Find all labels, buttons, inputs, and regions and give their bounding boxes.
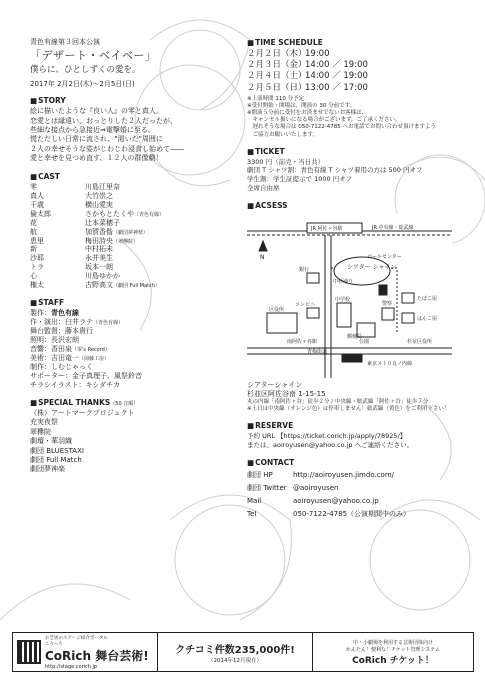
schedule-note: ※上演時間 110 分予定 [247,95,305,102]
cast-name: 川島江里奈 [85,182,120,191]
map-metro-station [342,354,362,362]
corich-brand: CoRich 舞台芸術! [45,648,149,663]
north-arrow-icon [259,241,267,251]
venue-info [247,381,462,413]
cast-row [30,254,230,263]
map-bank [307,273,319,283]
cast-role: 新 [30,245,37,254]
staff-row: 美術：吉田竜一（岡藤工房） [30,353,110,362]
thanks-item: 劇壇・華羽織 [30,437,72,446]
left-column [30,38,230,475]
staff-row: 制作：しむじゃっく [30,362,93,371]
map-label-post: 郵便局 [347,333,363,340]
play-subtitle: 僕らに、ひとしずくの愛を。 [30,64,141,75]
contact-label: 劇団 HP [247,470,273,479]
story-heading: ■ STORY [30,96,230,105]
schedule-heading: ■ TIME SCHEDULE [247,38,462,47]
ticket-discount: 学生割：学生証提示で 1000 円オフ [247,175,352,184]
cast-role: 沙耶 [30,254,44,263]
schedule-note: ※受付開始・開場は、開演の 30 分前です。 [247,103,356,110]
cast-role: 花 [30,218,37,227]
staff-heading: ■ STAFF [30,298,230,307]
staff-role: サポーター [30,371,65,380]
ticket-discount: 劇団 T シャツ割：青色有線 T シャツ着用の方は 500 円オフ [247,166,423,175]
schedule-note: ご協力お願いいたします。 [247,131,319,138]
cast-row [30,219,230,228]
staff-row: 照明：長沢宏朗 [30,336,79,345]
venue-directions: 丸の内線「南阿佐ヶ谷」徒歩２分 / 中央線・総武線「阿佐ヶ谷」徒歩７分 [247,398,429,405]
cast-affiliation: （劇団 Full Match） [113,283,160,290]
cast-heading: ■ CAST [30,172,230,181]
cast-affiliation: （翠欅院） [113,238,139,245]
staff-row: 舞台監督：藤本貴行 [30,327,93,336]
cast-role: トラ [30,263,44,272]
schedule-list [247,49,462,94]
cast-name-text: 加賀香偕 [85,227,113,236]
kuchikomi-count: クチコミ件数235,000件! [175,644,295,656]
map-label-north: N [260,253,265,261]
corich-ticket-brand: CoRich チケット！ [352,655,434,666]
corich-furigana: こりっち [45,641,63,647]
staff-role: 作・演出 [30,318,58,327]
cast-role: 零 [30,182,37,191]
map-label-chuo: 中杉通り [333,278,354,285]
qr-code-icon [17,640,41,664]
thanks-list [30,409,230,475]
corich-stage-text [45,635,149,670]
cast-row [30,263,230,272]
staff-name: しむじゃっく [51,362,93,371]
schedule-date: ２月５日（日） [247,82,307,93]
staff-name: 藤本貴行 [65,327,93,336]
map-label-honda: はんこ屋 [417,315,438,322]
map-label-station: JR 阿佐ヶ谷駅 [311,225,343,232]
story-line: ２人の幸せそうな姿がじわじわ浸食し始めて―― [30,144,184,153]
map-label-ward: 区役所 [269,306,285,313]
ticket-list [247,158,462,193]
schedule-date: ２月３日（金） [247,60,307,71]
map-tobacco [402,293,414,303]
story-line: 些細な接点から急接近⇒電撃婚に至る。 [30,126,155,135]
thanks-item: （株）アートマークプロジェクト [30,408,135,417]
staff-affiliation: （岡藤工房） [79,355,110,362]
corich-stage-block[interactable] [13,633,158,671]
cast-name: 大竹崇之 [85,191,113,200]
contact-tel: 050-7122-4785（公演期間中のみ） [293,509,411,518]
schedule-row [247,60,462,71]
cast-row [30,281,230,290]
schedule-times: 19:00 [305,49,330,59]
cast-role: 心 [30,272,37,281]
venue-name: シアターシャイン [247,380,303,389]
cast-row [30,245,230,254]
map-label-bank: 銀行 [299,266,310,273]
cast-row [30,201,230,210]
corich-ticket-block[interactable] [313,633,473,671]
org-name: 青色有線第３回本公演 [30,38,100,46]
schedule-row [247,71,462,82]
map-label-ome: 青梅街道 [307,348,328,355]
contact-twitter-link[interactable]: @aoiroyusen [293,483,339,492]
staff-role: チラシイラスト [30,380,79,389]
reserve-heading: ■ RESERVE [247,421,462,430]
ticket-seating: 全席自由席 [247,184,280,193]
cast-name [85,210,164,219]
map-drawing [247,213,452,378]
thanks-item: 劇団 Full Match [30,455,82,464]
map-label-police: 警察 [382,300,393,307]
staff-name: 香田泉 [51,345,72,354]
staff-role: 照明 [30,336,44,345]
contact-hp-link[interactable]: http://aoiroyusen.jimdo.com/ [293,470,395,479]
right-column [247,38,462,521]
staff-name: 臼井ラテ [65,318,93,327]
play-title: 「デザート・ベイベー」 [30,49,157,63]
contact-label: Tel [247,509,257,518]
cast-row [30,210,230,219]
staff-row: サポーター：金子真理子、風祭鈴音 [30,371,142,380]
map-police [382,308,394,320]
staff-role: 音響 [30,345,44,354]
reserve-url[interactable]: 予約 URL 【https://ticket.corich.jp/apply/78925/】 [247,432,407,441]
ticket-heading: ■ TICKET [247,147,462,156]
venue-address: 杉並区阿佐谷南 1-15-15 [247,389,326,398]
staff-list [30,309,230,390]
staff-name: 金子真理子、風祭鈴音 [72,371,142,380]
staff-role: 舞台監督 [30,327,58,336]
map-junior-high [337,303,351,327]
ticket-price: 3300 円（前売・当日共） [247,157,325,166]
cast-name-text: 梅田詩央 [85,236,113,245]
schedule-row [247,49,462,60]
cast-row [30,192,230,201]
map-ward-office [267,313,297,333]
cast-role: 航 [30,227,37,236]
cast-name: 辻本菜穂子 [85,218,120,227]
schedule-note: キャンセル扱いになる場合がございます。ご了承ください。 [247,117,401,124]
contact-list [247,469,462,521]
staff-role: 製作 [30,309,44,318]
cast-name: 坂本一朗 [85,263,113,272]
thanks-heading-text: SPECIAL THANKS [38,397,111,407]
ticket-system-line1: 中・小劇場を利用する芸術団体向け [352,639,433,646]
cast-list [30,183,230,290]
cast-role: 倫太郎 [30,209,51,218]
staff-name: 吉田竜一 [51,353,79,362]
contact-row [247,495,462,508]
map-label-junior: 中学校 [335,296,351,303]
cast-role: 千歳 [30,200,44,209]
cast-name-text: さかもとたくや [85,209,134,218]
staff-row: 製作：青色有線 [30,309,79,318]
staff-affiliation: （零's Record） [72,347,110,354]
schedule-date: ２月２日（木） [247,49,307,59]
map-hanko [402,313,414,323]
contact-row [247,508,462,521]
map-label-metro: 東京メトロ丸ノ内線 [367,360,413,367]
schedule-note: 遅れそうな場合は 050-7122-4785 へお電話でお問い合わせ頂けますよう [247,124,436,131]
staff-row: チラシイラスト：キシダチカ [30,380,120,389]
schedule-note: ※開演５分前に受付をお済ませでないお客様は、 [247,110,368,117]
map-label-park: 公園 [359,338,370,345]
cast-role: 真人 [30,191,44,200]
map-label-parl: パールセンター [367,253,402,260]
story-line: 恋愛とは縁遠い、おっとりした２人だったが、 [30,116,177,125]
map-label-tako: たばこ屋 [417,295,438,302]
cast-row [30,183,230,192]
cast-role: 権太 [30,281,44,290]
story-line: 慌ただしい日常に流され、"渇いた"周囲に [30,135,163,144]
staff-row: 音響：香田泉（零's Record） [30,345,110,354]
cast-name: 横山愛実 [85,200,113,209]
staff-affiliation: （青色有線） [93,320,124,327]
story-text [30,107,230,164]
staff-role: 制作 [30,362,44,371]
map-label-suginami: 杉並区役所 [407,338,433,345]
thanks-heading [30,398,230,407]
ticket-system-line2: かんたん！便利な！チケット管理システム [345,646,441,653]
cast-name: 中村拓未 [85,245,113,254]
map-convenience [307,308,319,318]
cast-row [30,228,230,237]
cast-name-text: 古野高文 [85,281,113,290]
thanks-item: 充実夜祭 [30,418,58,427]
staff-name: キシダチカ [85,380,120,389]
contact-mail-link[interactable]: aoiroyusen@yahoo.co.jp [293,496,379,505]
cast-name [85,281,160,290]
play-dates: 2017年 2月2日(木)〜2月5日(日) [30,79,135,88]
story-line: 愛と幸せを見つめ直す、１２人の群像劇！ [30,154,163,163]
cast-affiliation: （劇団夢神楽） [113,229,149,236]
thanks-item: 劇団夢神楽 [30,465,65,474]
cast-role: 恵里 [30,236,44,245]
story-line: 絵に描いたような『良い人』の零と真人。 [30,107,163,116]
map-label-minamiasagaya: 南阿佐ヶ谷駅 [287,338,318,345]
contact-label: 劇団 Twitter [247,483,287,492]
contact-row [247,482,462,495]
access-heading: ■ ACSESS [247,201,462,210]
cast-row [30,237,230,246]
map-label-line: JR 中央線・総武線 [372,224,414,231]
corich-url[interactable]: http://stage.corich.jp [45,663,98,670]
map-theater-marker [379,285,387,295]
reserve-email: または、aoiroyusen@yahoo.co.jp へご連絡ください。 [247,441,414,450]
kuchikomi-block [158,633,313,671]
staff-role: 美術 [30,353,44,362]
cast-name: 永井美生 [85,254,113,263]
map-label-theater: シアター シャイン [347,263,397,271]
contact-row [247,469,462,482]
corich-banner [12,632,474,672]
thanks-item: 劇団 BLUESTAXI [30,446,84,455]
staff-name: 青色有線 [51,309,79,318]
thanks-heading-note: （50 音順） [110,400,139,407]
cast-affiliation: （青色有線） [134,211,165,218]
cast-row [30,272,230,281]
schedule-times: 14:00 ／ 19:00 [305,60,368,71]
schedule-date: ２月４日（土） [247,71,307,82]
access-map [247,213,452,378]
schedule-times: 14:00 ／ 19:00 [305,71,368,82]
contact-heading: ■ CONTACT [247,458,462,467]
schedule-row [247,83,462,94]
staff-name: 長沢宏朗 [51,336,79,345]
schedule-times: 13:00 ／ 17:00 [305,82,368,93]
schedule-notes [247,96,462,139]
cast-name [85,228,148,237]
map-label-conv: コンビニ [295,301,316,308]
staff-row: 作・演出：臼井ラテ（青色有線） [30,318,124,327]
contact-label: Mail [247,496,262,505]
venue-weekend-note: ※土日は中央線（オレンジ色）は停車しません！総武線（黄色）をご利用下さい！ [247,406,450,413]
kuchikomi-date: （2014年12月現在） [208,657,262,664]
corich-tagline: お芝居のステージ紹介ポータル [45,635,108,641]
cast-name: 川島ゆかか [85,272,120,281]
thanks-item: 翠欅院 [30,427,51,436]
